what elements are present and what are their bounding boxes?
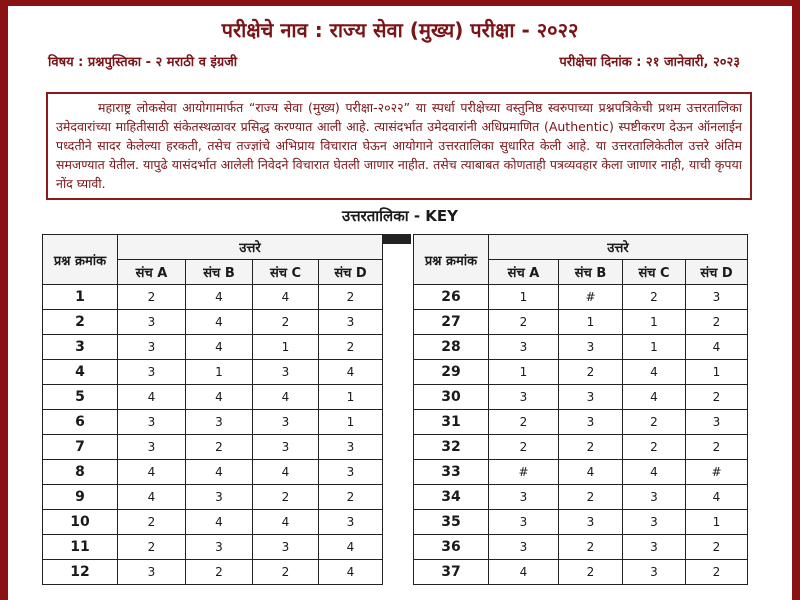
answer-set-d: 4 bbox=[319, 560, 383, 585]
answer-set-a: 1 bbox=[489, 360, 559, 385]
answer-set-a: 2 bbox=[489, 435, 559, 460]
answer-set-c: 1 bbox=[623, 335, 686, 360]
answer-set-d: 2 bbox=[319, 285, 383, 310]
table-row bbox=[414, 460, 748, 485]
answer-set-c: 3 bbox=[623, 560, 686, 585]
set-b-header: संच B bbox=[559, 260, 623, 285]
table-row bbox=[414, 335, 748, 360]
answers-header: उत्तरे bbox=[489, 235, 748, 260]
table-row bbox=[414, 560, 748, 585]
answer-set-b: 2 bbox=[559, 485, 623, 510]
answer-set-c: 4 bbox=[253, 285, 319, 310]
answer-set-b: 2 bbox=[559, 435, 623, 460]
answer-set-b: 4 bbox=[186, 335, 253, 360]
question-number: 11 bbox=[43, 535, 118, 560]
answer-set-d: 2 bbox=[686, 560, 748, 585]
answer-set-a: 2 bbox=[489, 410, 559, 435]
question-number: 35 bbox=[414, 510, 489, 535]
answer-key-title: उत्तरतालिका - KEY bbox=[341, 207, 459, 225]
question-number: 36 bbox=[414, 535, 489, 560]
question-number: 26 bbox=[414, 285, 489, 310]
answer-set-b: 2 bbox=[186, 560, 253, 585]
answer-set-d: 3 bbox=[686, 285, 748, 310]
question-number: 7 bbox=[43, 435, 118, 460]
answer-set-d: 3 bbox=[319, 460, 383, 485]
answer-set-b: 3 bbox=[186, 485, 253, 510]
answer-set-a: 2 bbox=[489, 310, 559, 335]
answer-table-right bbox=[413, 234, 748, 585]
set-c-header: संच C bbox=[623, 260, 686, 285]
question-number: 8 bbox=[43, 460, 118, 485]
answer-set-d: # bbox=[686, 460, 748, 485]
table-row bbox=[43, 410, 383, 435]
answer-set-c: 3 bbox=[253, 360, 319, 385]
answer-set-d: 4 bbox=[686, 335, 748, 360]
answer-set-c: 3 bbox=[253, 535, 319, 560]
table-row bbox=[414, 285, 748, 310]
answer-set-c: 2 bbox=[253, 560, 319, 585]
question-number: 28 bbox=[414, 335, 489, 360]
answer-set-a: 3 bbox=[489, 485, 559, 510]
answer-set-b: 3 bbox=[559, 385, 623, 410]
answer-set-b: 3 bbox=[559, 510, 623, 535]
notice-box: महाराष्ट्र लोकसेवा आयोगामार्फत “राज्य सेवा (मुख्य) परीक्षा-२०२२” या स्पर्धा परीक्षेच्या वस्तुनिष्ठ स्वरुपाच्या प्रश्नपत्रिकेची प्रथम उत्तरतालिका उमेदवारांच्या माहितीसाठी संकेतस्थळावर प्रसिद्ध करण्यात आली आहे. त्यासंदर्भात उमेदवारांनी अधिप्रमाणित (Authentic) स्पष्टीकरण देऊन ऑनलाईन पध्दतीने सादर केलेल्या हरकती, तसेच तज्ज्ञांचे अभिप्राय विचारात घेऊन आयोगाने उत्तरतालिका सुधारित केली आहे. या उत्तरतालिकेतील उत्तरे अंतिम समजण्यात येतील. यापुढे यासंदर्भात आलेली निवेदने विचारात घेतली जाणार नाहीत. तसेच त्याबाबत कोणताही पत्रव्यवहार केला जाणार नाही, याची कृपया नोंद घ्यावी. bbox=[46, 92, 752, 200]
answer-set-a: 4 bbox=[489, 560, 559, 585]
set-b-header: संच B bbox=[186, 260, 253, 285]
answer-set-d: 3 bbox=[319, 310, 383, 335]
question-number: 37 bbox=[414, 560, 489, 585]
right-table-body bbox=[414, 285, 748, 585]
table-row bbox=[414, 535, 748, 560]
answer-set-c: 4 bbox=[623, 460, 686, 485]
answers-header: उत्तरे bbox=[118, 235, 383, 260]
answer-table-left bbox=[42, 234, 383, 585]
question-number: 27 bbox=[414, 310, 489, 335]
answer-set-b: 3 bbox=[559, 410, 623, 435]
answer-set-c: 3 bbox=[253, 435, 319, 460]
table-row bbox=[43, 335, 383, 360]
answer-set-d: 2 bbox=[686, 385, 748, 410]
answer-set-a: 4 bbox=[118, 460, 186, 485]
answer-set-b: 4 bbox=[186, 460, 253, 485]
answer-set-c: 1 bbox=[253, 335, 319, 360]
answer-set-a: 3 bbox=[118, 335, 186, 360]
answer-set-a: 3 bbox=[118, 360, 186, 385]
answer-set-a: 2 bbox=[118, 535, 186, 560]
answer-set-a: 4 bbox=[118, 485, 186, 510]
question-number: 12 bbox=[43, 560, 118, 585]
answer-set-c: 1 bbox=[623, 310, 686, 335]
set-d-header: संच D bbox=[686, 260, 748, 285]
set-c-header: संच C bbox=[253, 260, 319, 285]
answer-set-a: 4 bbox=[118, 385, 186, 410]
answer-set-d: 2 bbox=[686, 435, 748, 460]
answer-set-a: # bbox=[489, 460, 559, 485]
answer-set-d: 2 bbox=[686, 310, 748, 335]
question-number: 32 bbox=[414, 435, 489, 460]
table-row bbox=[414, 385, 748, 410]
answer-set-b: 3 bbox=[559, 335, 623, 360]
answer-set-d: 2 bbox=[319, 485, 383, 510]
answer-set-c: 2 bbox=[253, 310, 319, 335]
answer-set-d: 1 bbox=[686, 360, 748, 385]
table-row bbox=[414, 485, 748, 510]
answer-set-b: 1 bbox=[559, 310, 623, 335]
answer-set-b: 2 bbox=[186, 435, 253, 460]
answer-set-a: 3 bbox=[489, 510, 559, 535]
question-number: 9 bbox=[43, 485, 118, 510]
answer-set-d: 1 bbox=[319, 385, 383, 410]
answer-set-b: 2 bbox=[559, 535, 623, 560]
answer-set-d: 1 bbox=[319, 410, 383, 435]
answer-set-a: 3 bbox=[489, 535, 559, 560]
table-row bbox=[43, 385, 383, 410]
table-row bbox=[43, 510, 383, 535]
exam-date: परीक्षेचा दिनांक : २१ जानेवारी, २०२३ bbox=[559, 55, 740, 70]
table-row bbox=[43, 560, 383, 585]
answer-set-a: 3 bbox=[118, 560, 186, 585]
table-row bbox=[414, 435, 748, 460]
answer-set-c: 3 bbox=[623, 510, 686, 535]
table-row bbox=[43, 485, 383, 510]
question-number: 5 bbox=[43, 385, 118, 410]
answer-set-b: 4 bbox=[186, 310, 253, 335]
answer-set-d: 4 bbox=[686, 485, 748, 510]
subject-line: विषय : प्रश्नपुस्तिका - २ मराठी व इंग्रजी bbox=[48, 55, 238, 70]
question-number: 2 bbox=[43, 310, 118, 335]
answer-set-b: 2 bbox=[559, 560, 623, 585]
answer-set-a: 2 bbox=[118, 285, 186, 310]
answer-set-c: 4 bbox=[623, 360, 686, 385]
set-a-header: संच A bbox=[489, 260, 559, 285]
table-row bbox=[414, 360, 748, 385]
answer-set-b: # bbox=[559, 285, 623, 310]
answer-set-a: 3 bbox=[118, 310, 186, 335]
question-number: 10 bbox=[43, 510, 118, 535]
question-number: 29 bbox=[414, 360, 489, 385]
answer-set-b: 1 bbox=[186, 360, 253, 385]
question-number: 6 bbox=[43, 410, 118, 435]
answer-set-b: 4 bbox=[559, 460, 623, 485]
question-number: 33 bbox=[414, 460, 489, 485]
answer-set-a: 3 bbox=[489, 385, 559, 410]
table-row bbox=[43, 460, 383, 485]
table-row bbox=[414, 510, 748, 535]
question-number: 31 bbox=[414, 410, 489, 435]
answer-set-a: 3 bbox=[118, 410, 186, 435]
answer-set-a: 1 bbox=[489, 285, 559, 310]
answer-set-d: 1 bbox=[686, 510, 748, 535]
table-row bbox=[43, 535, 383, 560]
answer-set-d: 2 bbox=[319, 335, 383, 360]
answer-set-d: 3 bbox=[686, 410, 748, 435]
answer-set-a: 3 bbox=[489, 335, 559, 360]
answer-set-b: 2 bbox=[559, 360, 623, 385]
question-number: 1 bbox=[43, 285, 118, 310]
exam-title: परीक्षेचे नाव : राज्य सेवा (मुख्य) परीक्षा - २०२२ bbox=[221, 18, 579, 42]
answer-set-c: 2 bbox=[623, 410, 686, 435]
answer-set-b: 3 bbox=[186, 410, 253, 435]
answer-set-b: 3 bbox=[186, 535, 253, 560]
table-divider bbox=[381, 234, 411, 244]
answer-set-d: 3 bbox=[319, 435, 383, 460]
set-a-header: संच A bbox=[118, 260, 186, 285]
answer-set-a: 3 bbox=[118, 435, 186, 460]
table-row bbox=[414, 410, 748, 435]
table-row bbox=[43, 360, 383, 385]
question-number: 30 bbox=[414, 385, 489, 410]
question-number: 4 bbox=[43, 360, 118, 385]
document-page bbox=[8, 6, 792, 600]
answer-set-d: 3 bbox=[319, 510, 383, 535]
answer-set-b: 4 bbox=[186, 510, 253, 535]
answer-set-c: 2 bbox=[623, 435, 686, 460]
answer-set-d: 4 bbox=[319, 535, 383, 560]
answer-set-c: 4 bbox=[623, 385, 686, 410]
table-row bbox=[43, 285, 383, 310]
table-row bbox=[414, 310, 748, 335]
answer-set-c: 3 bbox=[623, 485, 686, 510]
answer-set-c: 3 bbox=[623, 535, 686, 560]
set-d-header: संच D bbox=[319, 260, 383, 285]
question-number: 3 bbox=[43, 335, 118, 360]
answer-set-d: 2 bbox=[686, 535, 748, 560]
table-row bbox=[43, 310, 383, 335]
question-number-header: प्रश्न क्रमांक bbox=[414, 235, 489, 285]
answer-set-b: 4 bbox=[186, 385, 253, 410]
question-number-header: प्रश्न क्रमांक bbox=[43, 235, 118, 285]
answer-set-b: 4 bbox=[186, 285, 253, 310]
table-row bbox=[43, 435, 383, 460]
answer-set-c: 2 bbox=[253, 485, 319, 510]
answer-set-c: 4 bbox=[253, 460, 319, 485]
answer-set-a: 2 bbox=[118, 510, 186, 535]
answer-set-c: 3 bbox=[253, 410, 319, 435]
answer-set-c: 2 bbox=[623, 285, 686, 310]
answer-set-c: 4 bbox=[253, 510, 319, 535]
answer-set-c: 4 bbox=[253, 385, 319, 410]
question-number: 34 bbox=[414, 485, 489, 510]
left-table-body bbox=[43, 285, 383, 585]
answer-set-d: 4 bbox=[319, 360, 383, 385]
